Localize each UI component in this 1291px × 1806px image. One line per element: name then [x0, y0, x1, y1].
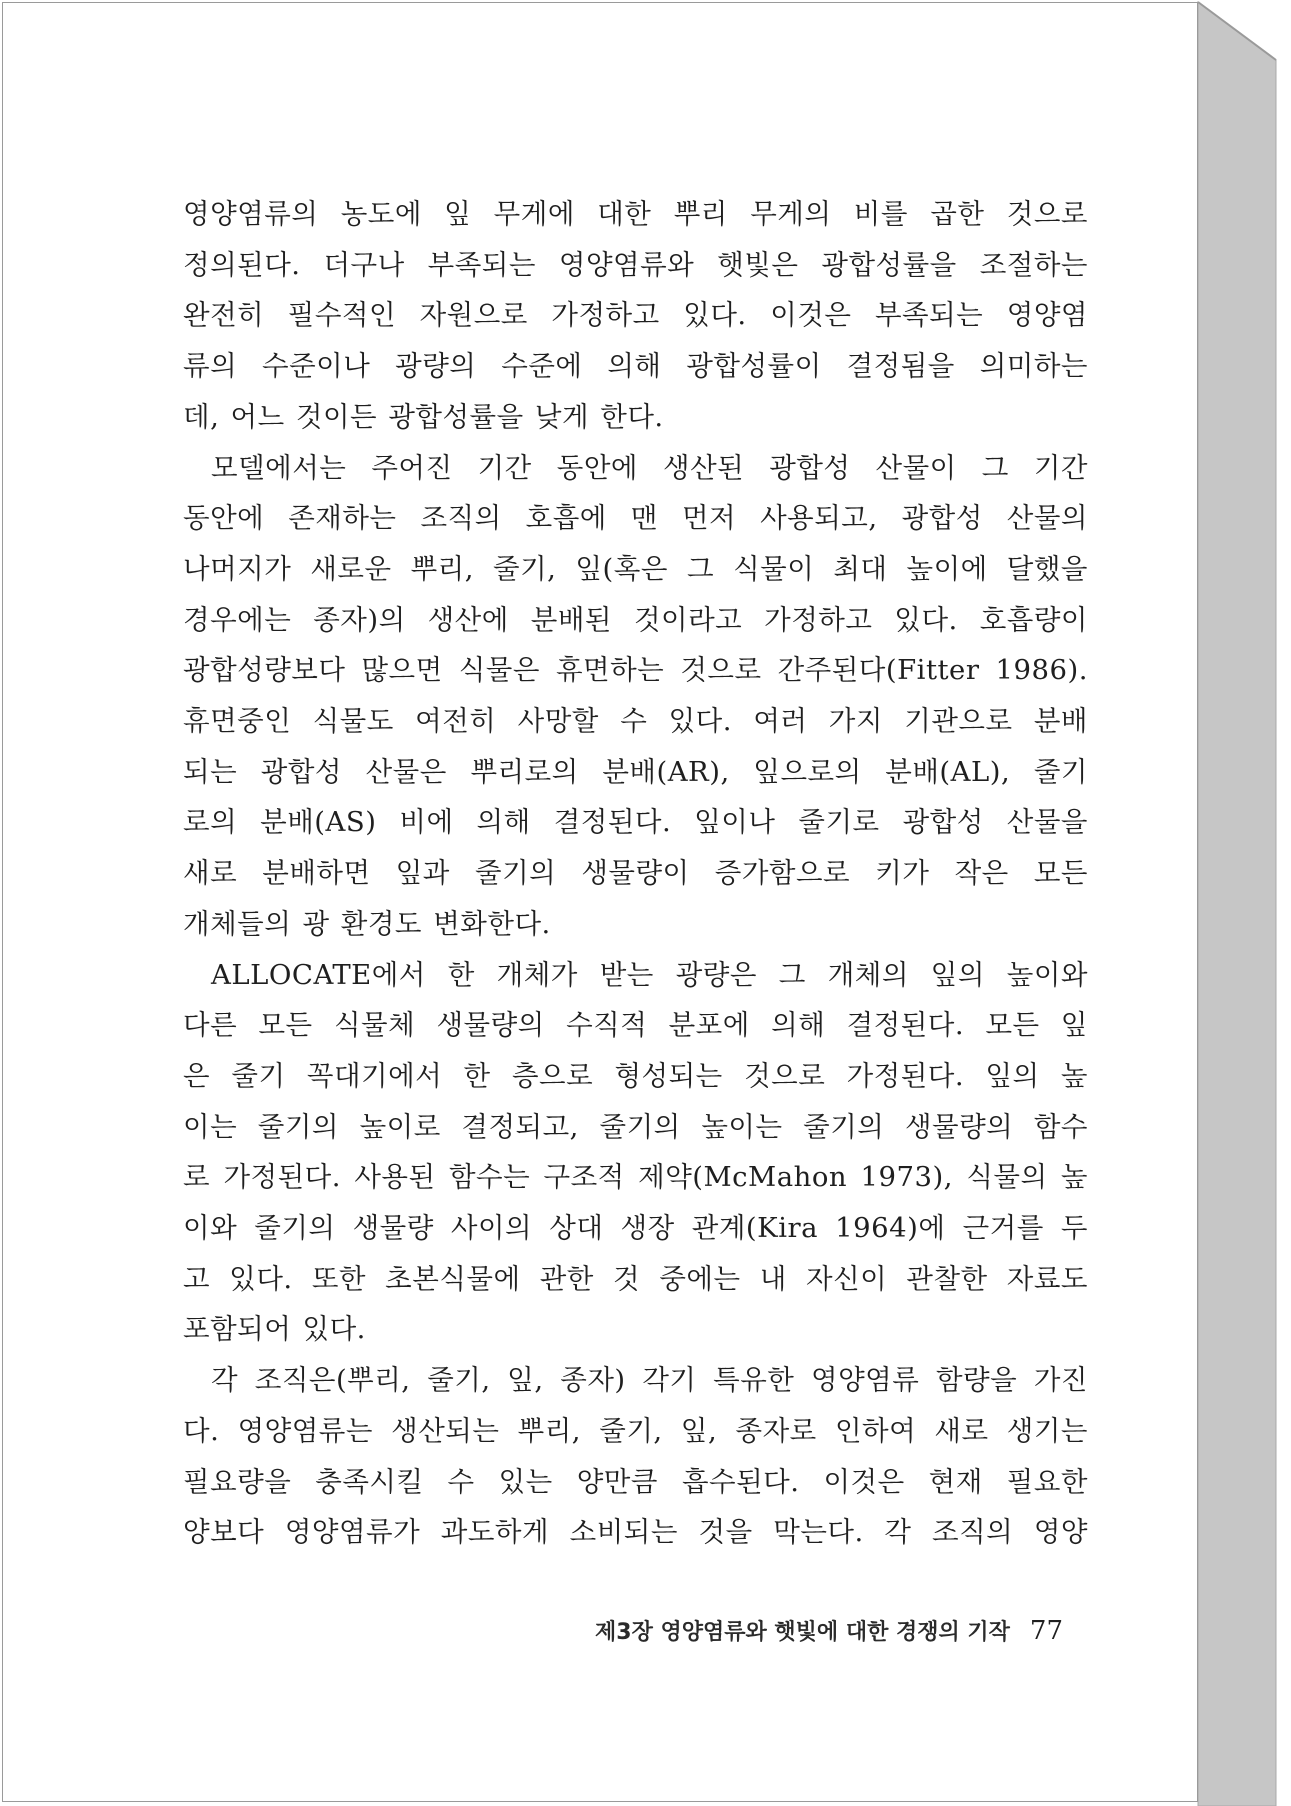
paragraph	[183, 950, 1088, 1356]
chapter-title: 제3장 영양염류와 햇빛에 대한 경쟁의 기작	[595, 1620, 1010, 1645]
text-line: 이는 줄기의 높이로 결정되고, 줄기의 높이는 줄기의 생물량의 함수	[183, 1110, 1088, 1143]
text-line: 데, 어느 것이든 광합성률을 낮게 한다.	[183, 400, 664, 433]
paragraph	[183, 1355, 1088, 1558]
text-line: 포함되어 있다.	[183, 1313, 366, 1346]
paragraph	[183, 189, 1088, 443]
text-line: 모델에서는 주어진 기간 동안에 생산된 광합성 산물이 그 기간	[211, 451, 1088, 484]
text-line: 은 줄기 꼭대기에서 한 층으로 형성되는 것으로 가정된다. 잎의 높	[183, 1059, 1088, 1092]
text-line: 개체들의 광 환경도 변화한다.	[183, 907, 551, 940]
text-line: 이와 줄기의 생물량 사이의 상대 생장 관계(Kira 1964)에 근거를 두	[183, 1212, 1088, 1245]
page-footer	[595, 1615, 1063, 1646]
text-line: 휴면중인 식물도 여전히 사망할 수 있다. 여러 가지 기관으로 분배	[183, 705, 1088, 738]
text-line: 경우에는 종자)의 생산에 분배된 것이라고 가정하고 있다. 호흡량이	[183, 603, 1088, 636]
text-line: 양보다 영양염류가 과도하게 소비되는 것을 막는다. 각 조직의 영양	[183, 1516, 1088, 1549]
page-number: 77	[1029, 1616, 1063, 1646]
text-line: 완전히 필수적인 자원으로 가정하고 있다. 이것은 부족되는 영양염	[183, 299, 1088, 332]
text-line: 로 가정된다. 사용된 함수는 구조적 제약(McMahon 1973), 식물의 높	[183, 1161, 1088, 1194]
text-line: 정의된다. 더구나 부족되는 영양염류와 햇빛은 광합성률을 조절하는	[183, 248, 1088, 281]
text-line: 류의 수준이나 광량의 수준에 의해 광합성률이 결정됨을 의미하는	[183, 350, 1088, 383]
text-line: 필요량을 충족시킬 수 있는 양만큼 흡수된다. 이것은 현재 필요한	[183, 1465, 1088, 1498]
text-line: 각 조직은(뿌리, 줄기, 잎, 종자) 각기 특유한 영양염류 함량을 가진	[211, 1364, 1088, 1397]
text-line: 되는 광합성 산물은 뿌리로의 분배(AR), 잎으로의 분배(AL), 줄기	[183, 755, 1088, 788]
text-line: 고 있다. 또한 초본식물에 관한 것 중에는 내 자신이 관찰한 자료도	[183, 1262, 1088, 1295]
text-line: 다. 영양염류는 생산되는 뿌리, 줄기, 잎, 종자로 인하여 새로 생기는	[183, 1414, 1088, 1447]
text-line: 다른 모든 식물체 생물량의 수직적 분포에 의해 결정된다. 모든 잎	[183, 1009, 1088, 1042]
body-text	[183, 189, 1088, 1558]
text-line: 새로 분배하면 잎과 줄기의 생물량이 증가함으로 키가 작은 모든	[183, 857, 1088, 890]
text-line: 영양염류의 농도에 잎 무게에 대한 뿌리 무게의 비를 곱한 것으로	[183, 198, 1088, 230]
paragraph	[183, 443, 1088, 950]
text-line: 로의 분배(AS) 비에 의해 결정된다. 잎이나 줄기로 광합성 산물을	[183, 806, 1088, 839]
text-line: 나머지가 새로운 뿌리, 줄기, 잎(혹은 그 식물이 최대 높이에 달했을	[183, 552, 1088, 585]
text-line: 광합성량보다 많으면 식물은 휴면하는 것으로 간주된다(Fitter 1986).	[183, 654, 1088, 687]
text-line: 동안에 존재하는 조직의 호흡에 맨 먼저 사용되고, 광합성 산물의	[183, 502, 1088, 535]
text-line: ALLOCATE에서 한 개체가 받는 광량은 그 개체의 잎의 높이와	[211, 958, 1088, 991]
